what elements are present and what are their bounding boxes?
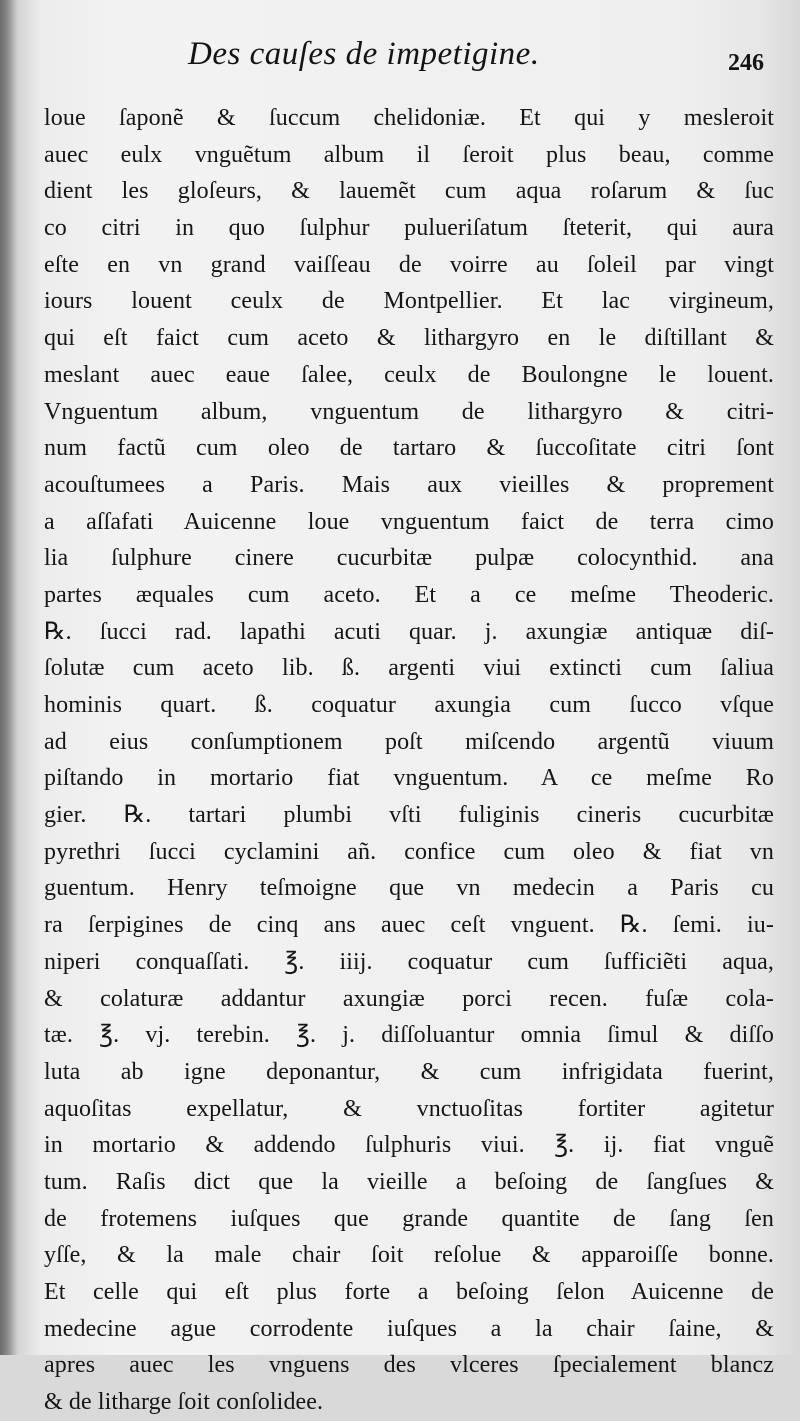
- text-line: piſtando in mortario fiat vnguentum. A ce meſme Ro: [44, 765, 774, 792]
- text-line: meslant auec eaue ſalee, ceulx de Boulongne le louent.: [44, 361, 774, 388]
- text-line: dient les gloſeurs, & lauemẽt cum aqua roſarum & ſuc: [44, 178, 774, 205]
- text-line: niperi conquaſſati. ℥. iiij. coquatur cum ſufficiẽti aqua,: [44, 948, 774, 975]
- text-line: in mortario & addendo ſulphuris viui. ℥. ij. fiat vnguẽ: [44, 1132, 774, 1159]
- text-line: guentum. Henry teſmoigne que vn medecin a Paris cu: [44, 875, 774, 902]
- text-line: pyrethri ſucci cyclamini añ. confice cum oleo & fiat vn: [44, 838, 774, 865]
- text-line: Et celle qui eſt plus forte a beſoing ſelon Auicenne de: [44, 1279, 774, 1305]
- text-line: acouſtumees a Paris. Mais aux vieilles & proprement: [44, 471, 774, 498]
- text-line: lia ſulphure cinere cucurbitæ pulpæ colocynthid. ana: [44, 545, 774, 572]
- text-line: apres auec les vnguens des vlceres ſpecialement blancz: [44, 1352, 774, 1379]
- text-line: ad eius conſumptionem poſt miſcendo argentũ viuum: [44, 728, 774, 755]
- text-line: auec eulx vnguẽtum album il ſeroit plus beau, comme: [44, 141, 774, 168]
- text-line: eſte en vn grand vaiſſeau de voirre au ſoleil par vingt: [44, 251, 774, 278]
- text-line: gier. ℞. tartari plumbi vſti fuliginis cineris cucurbitæ: [44, 802, 774, 829]
- running-title: Des cauſes de impetigine.: [188, 36, 540, 72]
- text-line: aquoſitas expellatur, & vnctuoſitas fortiter agitetur: [44, 1095, 774, 1122]
- text-line: & colaturæ addantur axungiæ porci recen. fuſæ cola-: [44, 985, 774, 1012]
- text-line: Vnguentum album, vnguentum de lithargyro & citri-: [44, 398, 774, 425]
- text-line: tæ. ℥. vj. terebin. ℥. j. diſſoluantur omnia ſimul & diſſo: [44, 1022, 774, 1049]
- body-text: [44, 100, 774, 1421]
- text-line: luta ab igne deponantur, & cum infrigidata fuerint,: [44, 1058, 774, 1085]
- text-line: num factũ cum oleo de tartaro & ſuccoſitate citri ſont: [44, 435, 774, 462]
- text-line: hominis quart. ß. coquatur axungia cum ſucco vſque: [44, 692, 774, 718]
- text-line: medecine ague corrodente iuſques a la chair ſaine, &: [44, 1315, 774, 1342]
- text-line: tum. Raſis dict que la vieille a beſoing de ſangſues &: [44, 1168, 774, 1195]
- text-line-last: & de litharge ſoit conſolidee.: [44, 1389, 324, 1416]
- text-line: co citri in quo ſulphur pulueriſatum ſteterit, qui aura: [44, 215, 774, 242]
- text-line: iours louent ceulx de Montpellier. Et lac virgineum,: [44, 288, 774, 315]
- text-line: ℞. ſucci rad. lapathi acuti quar. j. axungiæ antiquæ diſ-: [44, 618, 774, 645]
- text-line: partes æquales cum aceto. Et a ce meſme Theoderic.: [44, 581, 774, 608]
- text-line: ſolutæ cum aceto lib. ß. argenti viui extincti cum ſaliua: [44, 655, 774, 682]
- text-line: loue ſaponẽ & ſuccum chelidoniæ. Et qui y mesleroit: [44, 105, 774, 131]
- text-line: qui eſt faict cum aceto & lithargyro en le diſtillant &: [44, 325, 774, 352]
- page-number: 246: [728, 50, 764, 76]
- text-line: de frotemens iuſques que grande quantite de ſang ſen: [44, 1205, 774, 1232]
- text-line: yſſe, & la male chair ſoit reſolue & apparoiſſe bonne.: [44, 1242, 774, 1269]
- text-line: a aſſafati Auicenne loue vnguentum faict de terra cimo: [44, 508, 774, 535]
- page-header: [0, 36, 800, 82]
- text-line: ra ſerpigines de cinq ans auec ceſt vnguent. ℞. ſemi. iu-: [44, 912, 774, 939]
- spine-shadow: [0, 0, 18, 1355]
